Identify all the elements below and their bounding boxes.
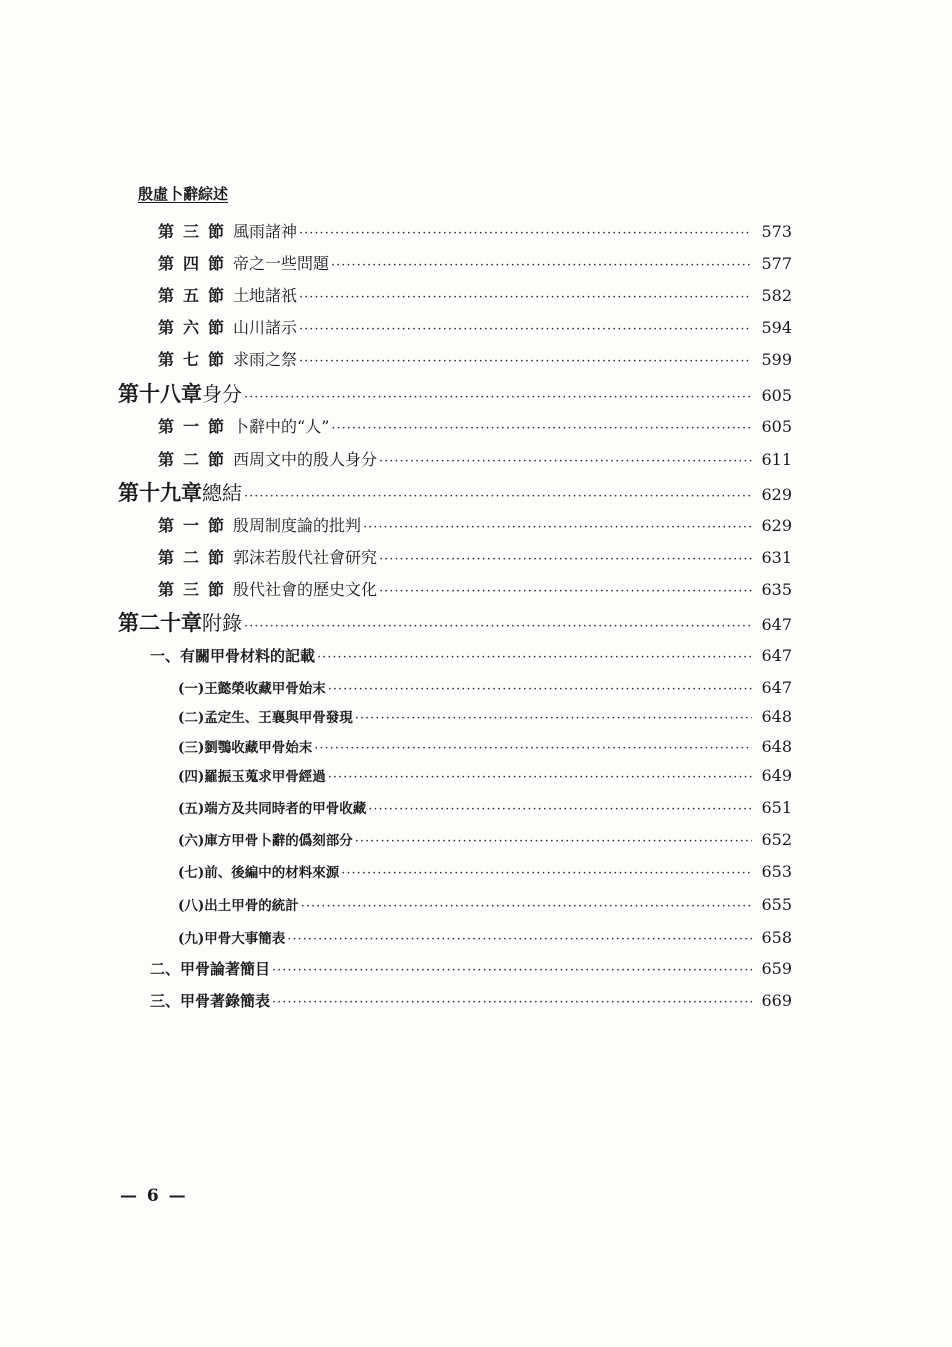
dot-leader bbox=[379, 584, 752, 599]
toc-chapter[interactable] bbox=[118, 607, 792, 637]
toc-entry[interactable] bbox=[158, 219, 792, 245]
toc-entry-label: 第三節 bbox=[158, 580, 234, 599]
running-header: 殷虛卜辭綜述 bbox=[138, 185, 229, 203]
dot-leader bbox=[379, 552, 752, 567]
dot-leader bbox=[244, 390, 752, 405]
dot-leader bbox=[287, 932, 752, 947]
dot-leader bbox=[299, 290, 752, 305]
toc-appendix-page: 648 bbox=[761, 707, 792, 726]
toc-chapter-label: 第十九章 bbox=[118, 480, 202, 505]
toc-entry-label: 第四節 bbox=[158, 254, 234, 273]
toc-entry-title: 卜辭中的“人” bbox=[233, 417, 330, 436]
toc-entry[interactable] bbox=[158, 447, 792, 473]
page-number: — 6 — bbox=[120, 1186, 188, 1206]
toc-entry-label: 第七節 bbox=[158, 350, 234, 369]
toc-appendix-subitem[interactable] bbox=[178, 706, 792, 730]
toc-entry-page: 582 bbox=[761, 286, 792, 305]
toc-chapter-title: 附錄 bbox=[202, 611, 242, 635]
toc-appendix-subitem[interactable] bbox=[178, 927, 792, 951]
toc-appendix-title: 三、甲骨著錄簡表 bbox=[150, 992, 271, 1010]
toc-entry-label: 第一節 bbox=[158, 516, 234, 535]
toc-entry-page: 577 bbox=[761, 254, 792, 273]
toc-appendix-page: 649 bbox=[761, 766, 792, 785]
toc-entry-page: 573 bbox=[761, 222, 792, 241]
toc-appendix-subitem[interactable] bbox=[178, 894, 792, 918]
dot-leader bbox=[299, 226, 752, 241]
toc-entry-page: 605 bbox=[761, 417, 792, 436]
dot-leader bbox=[341, 866, 752, 881]
toc-appendix-subtitle: (八)出土甲骨的統計 bbox=[178, 898, 299, 914]
toc-entry[interactable] bbox=[158, 545, 792, 571]
toc-entry-label: 第二節 bbox=[158, 548, 234, 567]
toc-chapter-label: 第二十章 bbox=[118, 610, 202, 635]
toc-chapter-page: 647 bbox=[761, 615, 792, 634]
toc-appendix-page: 648 bbox=[761, 737, 792, 756]
dot-leader bbox=[331, 421, 752, 436]
dot-leader bbox=[355, 711, 752, 726]
toc-entry[interactable] bbox=[158, 347, 792, 373]
toc-appendix-page: 653 bbox=[761, 862, 792, 881]
toc-entry[interactable] bbox=[158, 414, 792, 440]
toc-entry-title: 求雨之祭 bbox=[233, 350, 298, 369]
toc-appendix-title: 二、甲骨論著簡目 bbox=[150, 960, 271, 978]
toc-appendix-page: 655 bbox=[761, 895, 792, 914]
toc-entry[interactable] bbox=[158, 251, 792, 277]
dot-leader bbox=[272, 963, 752, 978]
dot-leader bbox=[368, 802, 752, 817]
dot-leader bbox=[379, 454, 752, 469]
toc-entry[interactable] bbox=[158, 283, 792, 309]
toc-entry-label: 第二節 bbox=[158, 450, 234, 469]
toc-appendix-title: 一、有關甲骨材料的記載 bbox=[150, 647, 316, 665]
toc-entry-title: 殷代社會的歷史文化 bbox=[233, 580, 378, 599]
toc-chapter-title: 總結 bbox=[202, 481, 242, 505]
toc-appendix-subtitle: (二)孟定生、王襄與甲骨發現 bbox=[178, 710, 353, 726]
toc-appendix-page: 647 bbox=[761, 646, 792, 665]
dot-leader bbox=[317, 650, 752, 665]
toc-appendix-item[interactable] bbox=[150, 990, 792, 1016]
dot-leader bbox=[328, 682, 752, 697]
toc-entry-page: 594 bbox=[761, 318, 792, 337]
toc-appendix-subtitle: (九)甲骨大事簡表 bbox=[178, 931, 286, 947]
toc-appendix-subtitle: (三)劉鶚收藏甲骨始末 bbox=[178, 740, 313, 756]
toc-entry-page: 599 bbox=[761, 350, 792, 369]
toc-appendix-subitem[interactable] bbox=[178, 797, 792, 821]
toc-entry-page: 635 bbox=[761, 580, 792, 599]
dot-leader bbox=[363, 520, 752, 535]
toc-entry-title: 殷周制度論的批判 bbox=[233, 516, 362, 535]
toc-appendix-subitem[interactable] bbox=[178, 829, 792, 853]
toc-appendix-subitem[interactable] bbox=[178, 765, 792, 789]
toc-entry-page: 611 bbox=[761, 450, 792, 469]
toc-appendix-subtitle: (六)庫方甲骨卜辭的僞刻部分 bbox=[178, 833, 353, 849]
toc-appendix-page: 659 bbox=[761, 959, 792, 978]
dot-leader bbox=[299, 322, 752, 337]
toc-appendix-page: 647 bbox=[761, 678, 792, 697]
toc-appendix-page: 658 bbox=[761, 928, 792, 947]
toc-appendix-subitem[interactable] bbox=[178, 736, 792, 760]
dot-leader bbox=[301, 899, 752, 914]
toc-entry-title: 風雨諸神 bbox=[233, 222, 298, 241]
toc-appendix-subitem[interactable] bbox=[178, 861, 792, 885]
toc-entry-title: 西周文中的殷人身分 bbox=[233, 450, 378, 469]
dot-leader bbox=[328, 770, 752, 785]
toc-chapter-title: 身分 bbox=[202, 382, 242, 406]
toc-chapter-page: 605 bbox=[761, 386, 792, 405]
toc-appendix-page: 651 bbox=[761, 798, 792, 817]
dot-leader bbox=[244, 489, 752, 504]
toc-chapter[interactable] bbox=[118, 477, 792, 507]
toc-entry-title: 土地諸祇 bbox=[233, 286, 298, 305]
dot-leader bbox=[244, 619, 752, 634]
toc-chapter-page: 629 bbox=[761, 485, 792, 504]
toc-entry[interactable] bbox=[158, 315, 792, 341]
toc-appendix-subtitle: (一)王懿榮收藏甲骨始末 bbox=[178, 681, 326, 697]
toc-entry-title: 郭沫若殷代社會研究 bbox=[233, 548, 378, 567]
toc-entry-label: 第三節 bbox=[158, 222, 234, 241]
toc-appendix-subtitle: (七)前、後編中的材料來源 bbox=[178, 865, 340, 881]
toc-entry-label: 第五節 bbox=[158, 286, 234, 305]
toc-chapter-label: 第十八章 bbox=[118, 381, 202, 406]
dot-leader bbox=[314, 741, 752, 756]
toc-entry-title: 山川諸示 bbox=[233, 318, 298, 337]
toc-appendix-subtitle: (五)端方及共同時者的甲骨收藏 bbox=[178, 801, 367, 817]
toc-chapter[interactable] bbox=[118, 378, 792, 408]
toc-appendix-page: 652 bbox=[761, 830, 792, 849]
toc-entry[interactable] bbox=[158, 577, 792, 603]
dot-leader bbox=[299, 354, 752, 369]
toc-entry-label: 第六節 bbox=[158, 318, 234, 337]
toc-entry-title: 帝之一些問題 bbox=[233, 254, 330, 273]
toc-appendix-subtitle: (四)羅振玉蒐求甲骨經過 bbox=[178, 769, 326, 785]
toc-appendix-item[interactable] bbox=[150, 645, 792, 671]
toc-entry-label: 第一節 bbox=[158, 417, 234, 436]
dot-leader bbox=[272, 995, 752, 1010]
dot-leader bbox=[331, 258, 752, 273]
toc-appendix-page: 669 bbox=[761, 991, 792, 1010]
toc-entry-page: 631 bbox=[761, 548, 792, 567]
toc-entry-page: 629 bbox=[761, 516, 792, 535]
toc-appendix-item[interactable] bbox=[150, 958, 792, 984]
toc-appendix-subitem[interactable] bbox=[178, 677, 792, 701]
dot-leader bbox=[355, 834, 752, 849]
toc-entry[interactable] bbox=[158, 513, 792, 539]
